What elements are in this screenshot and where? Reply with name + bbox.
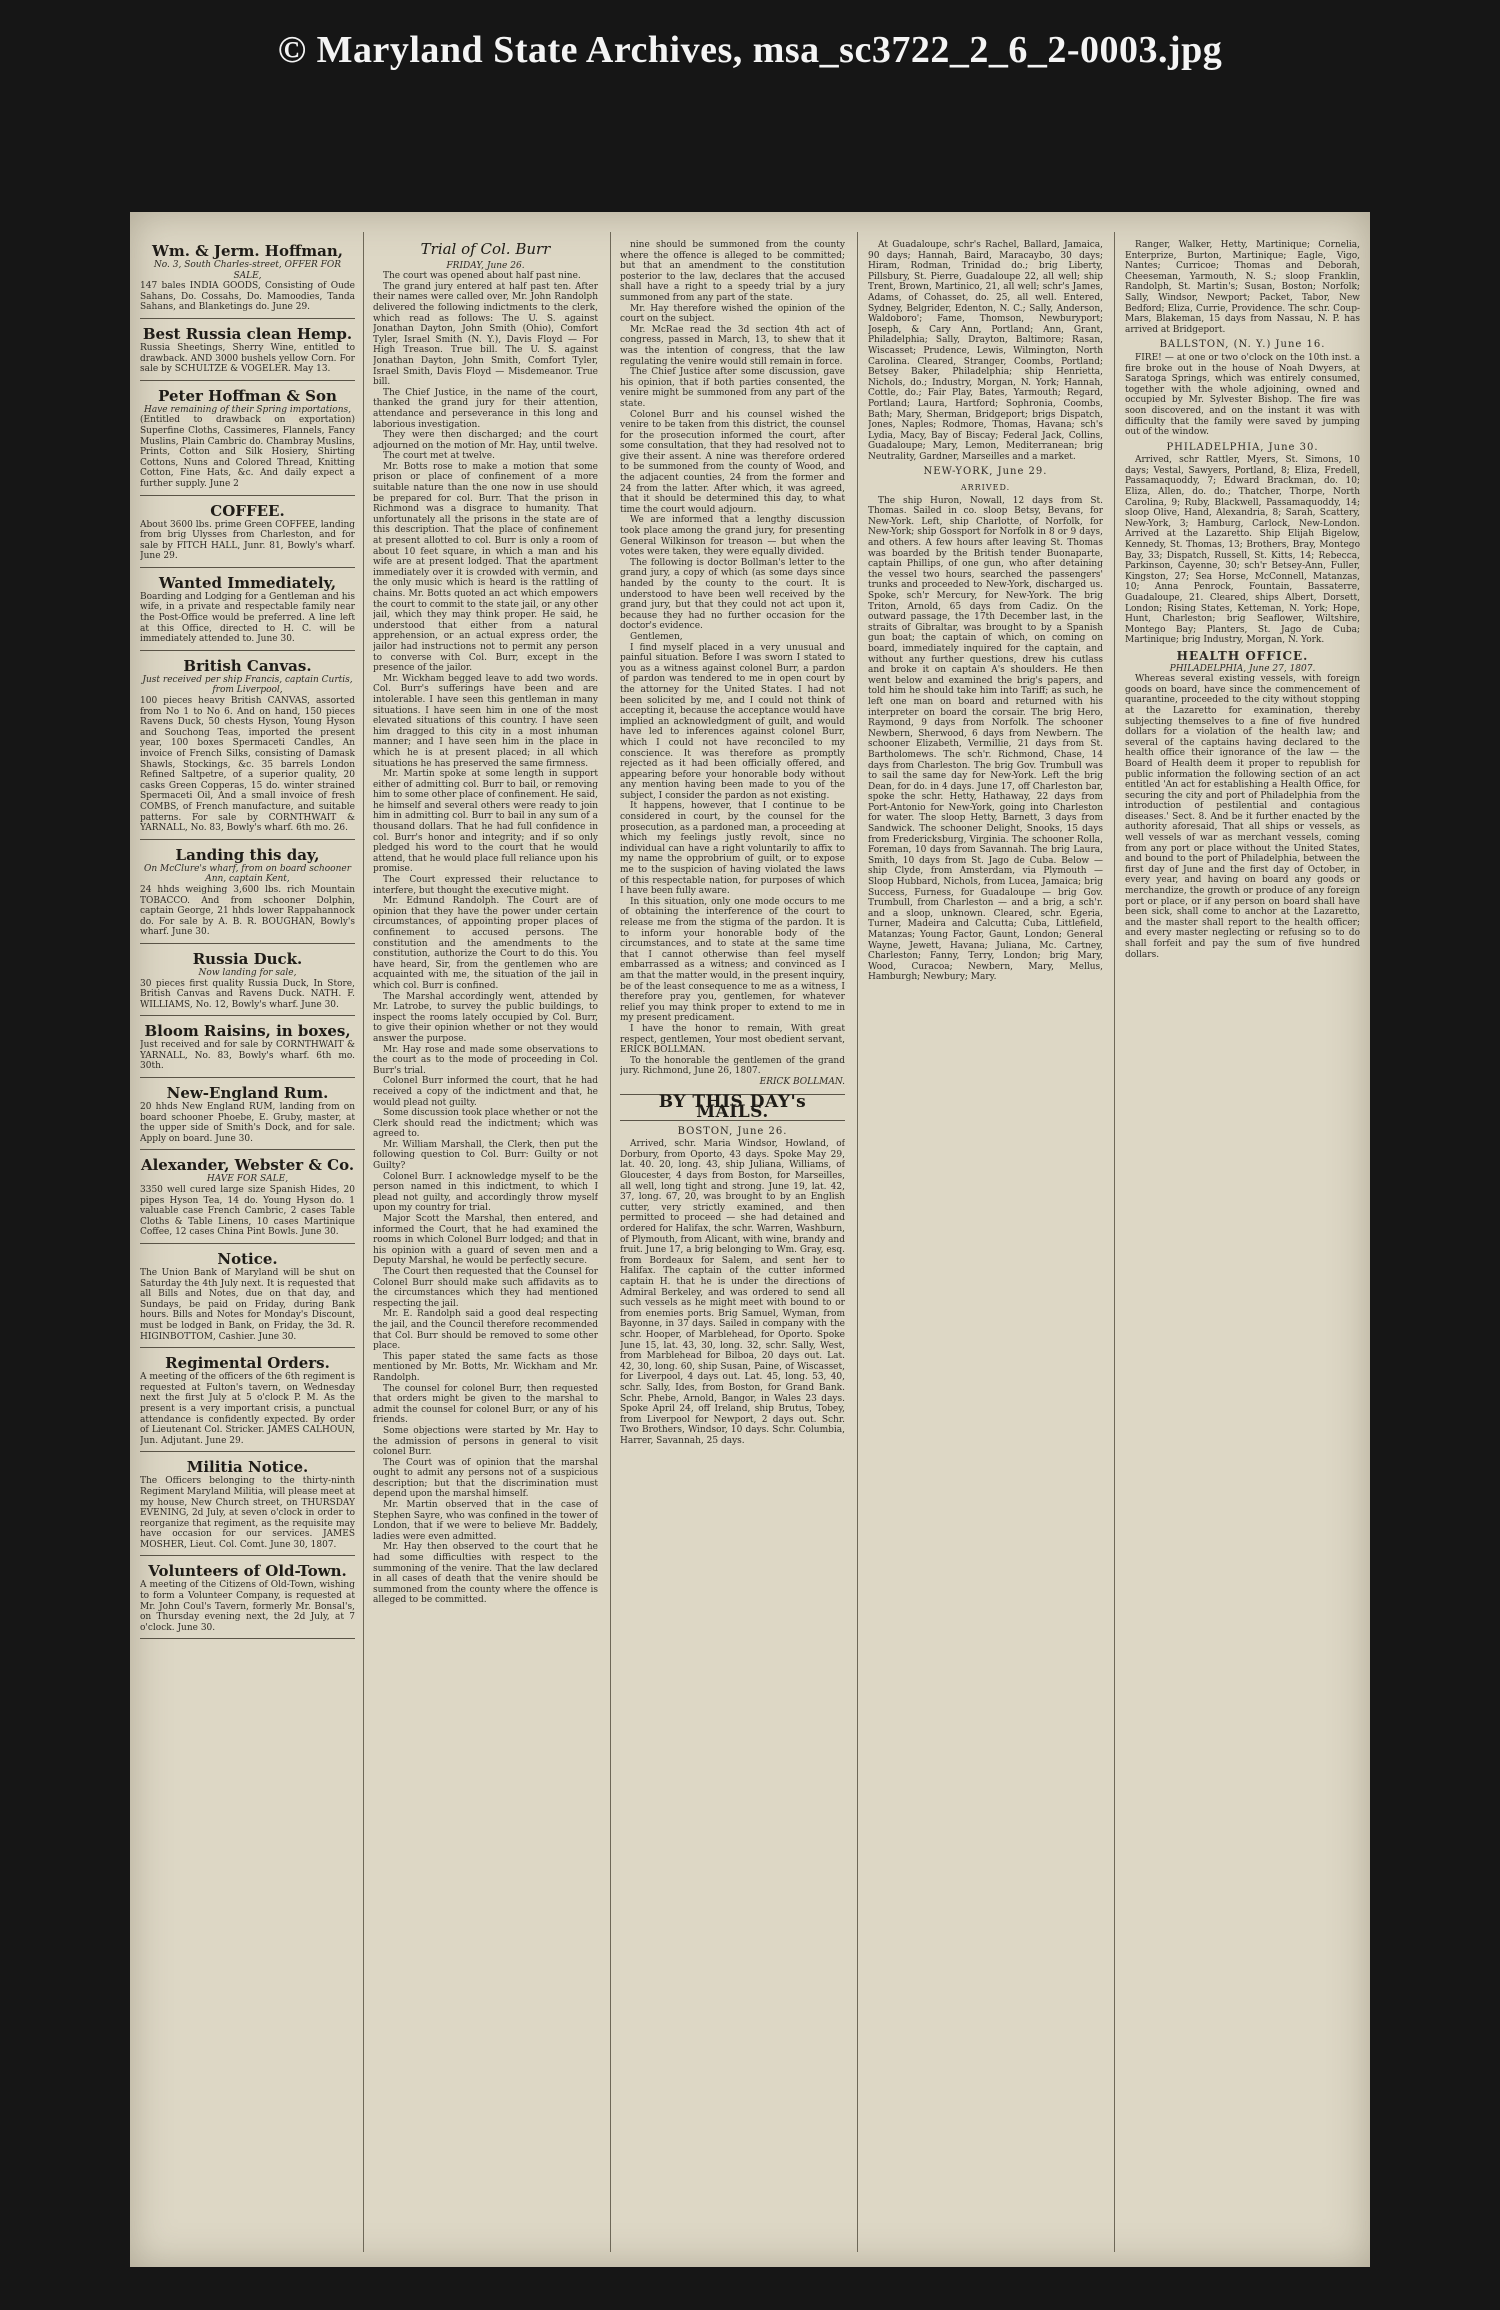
ad-title: Regimental Orders. <box>165 1354 330 1373</box>
trial-paragraph: Mr. Hay then observed to the court that he had some difficulties with respect to the summoning of the venire. That the law declared in all cases of death that the venire should be summoned from the county where the offence is alleged to be committed. <box>373 1542 598 1606</box>
advertisement <box>140 240 355 319</box>
bollman-paragraph: The following is doctor Bollman's letter to the grand jury, a copy of which (as some days since handed by the county to the court. It is understood to have been well received by the grand jury, but that they could not act upon it, because they had no further occasion for the doctor's evidence. <box>620 557 845 632</box>
bollman-paragraph: Gentlemen, <box>630 631 683 642</box>
trial-paragraph: Mr. Wickham begged leave to add two words. Col. Burr's sufferings have been and are intolerable. I have seen this gentleman in many situations. I have seen him in one of the most elevated situations of this country. I have seen him dragged to this city in a most inhuman manner; and I have seen him in the place in which he is at present placed; in all which situations he has preserved the same firmness. <box>373 673 598 769</box>
bollman-paragraph: Mr. McRae read the 3d section 4th act of congress, passed in March, 13, to shew that it was the intention of congress, that the law regulating the venire would still remain in force. <box>620 324 845 367</box>
column-rule <box>610 232 611 2252</box>
trial-paragraph: Some discussion took place whether or not the Clerk should read the indictment; which was agreed to. <box>373 1108 598 1140</box>
ad-body: Just received and for sale by CORNTHWAIT & YARNALL, No. 83, Bowly's wharf. 6th mo. 30th. <box>140 1040 355 1072</box>
ad-subtitle: HAVE FOR SALE, <box>206 1174 289 1185</box>
ad-body: About 3600 lbs. prime Green COFFEE, landing from brig Ulysses from Charleston, and for sale by FITCH HALL, Junr. 81, Bowly's wharf. June 29. <box>140 519 355 562</box>
ballston-text: FIRE! — at one or two o'clock on the 10th inst. a fire broke out in the house of Noah Dwyers, at Saratoga Springs, which was entirely consumed, together with the whole adjoining, owned and occupied by Mr. Sylvester Bishop. The fire was soon discovered, and on the instant it was with difficulty that the family were saved by jumping out of the window. <box>1125 352 1360 438</box>
trial-paragraph: The Court was of opinion that the marshal ought to admit any persons not of a suspicious description; but that the discrimination must depend upon the marshal himself. <box>373 1457 598 1500</box>
signature: ERICK BOLLMAN. <box>759 1076 845 1087</box>
ad-subtitle: Just received per ship Francis, captain Curtis, from Liverpool, <box>142 674 353 696</box>
news-column <box>1125 240 1360 2250</box>
ad-title: COFFEE. <box>210 501 285 520</box>
trial-paragraph: This paper stated the same facts as those mentioned by Mr. Botts, Mr. Wickham and Mr. Randolph. <box>373 1351 598 1383</box>
news-top-text: Ranger, Walker, Hetty, Martinique; Cornelia, Enterprize, Burton, Martinique; Eagle, Vigo, Nantes; Curricoe; Thomas and Deborah, Cheeseman, Yarmouth, N. S.; sloop Franklin, Randolph, St. Martin's; Susan, Boston; Norfolk; Sally, Windsor, Newport; Packet, Tabor, New Bedford; Eliza, Currie, Providence. The schr. Coup-Mars, Blakeman, 15 days from Nassau, N. P. has arrived at Bridgeport. <box>1125 240 1360 335</box>
advertisement <box>140 572 355 651</box>
mails-heading: BY THIS DAY's MAILS. <box>620 1094 845 1121</box>
advertisement <box>140 1020 355 1078</box>
ad-title: Notice. <box>217 1250 278 1268</box>
trial-paragraph: Mr. Botts rose to make a motion that some prison or place of confinement of a more suitable nature than the one now in use should be prepared for col. Burr. That the prison in Richmond was a disgrace to humanity. That unfortunately all the prisons in the state are of this description. That the place of confinement at present allotted to col. Burr is only a room of about 10 feet square, in which a man and his wife are at present lodged. That the apartment immediately over it is crowded with vermin, and the only music which is heard is the rattling of chains. Mr. Botts quoted an act which empowers the court to commit to the state jail, or any other jail, which they may think proper. He said, he understood that either from a natural apprehension, or an actual express order, the jailor had instructions not to permit any person to converse with Col. Burr, except in the presence of the jailor. <box>373 461 598 674</box>
column-rule <box>363 232 364 2252</box>
advertisement <box>140 500 355 568</box>
bollman-paragraph: We are informed that a lengthy discussion took place among the grand jury, for presenting General Wilkinson for treason — but when the votes were taken, they were equally divided. <box>620 515 845 558</box>
ad-title: Militia Notice. <box>186 1458 309 1477</box>
boston-text: Arrived, schr. Maria Windsor, Howland, of Dorbury, from Oporto, 43 days. Spoke May 29, lat. 40. 20, long. 43, ship Juliana, Williams, of Gloucester, 4 days from Boston, for Marseilles, all well, long tight and strong. June 19, lat. 42, 37, long. 67, 20, was brought to by an English cutter, very strictly examined, and then permitted to proceed — she had detained and ordered for Halifax, the schr. Warren, Washburn, of Plymouth, from Alicant, with wine, brandy and fruit. June 17, a brig belonging to Wm. Gray, esq. from Bordeaux for Salem, and sent her to Halifax. The captain of the cutter informed captain H. that he is under the directions of Admiral Berkeley, and was ordered to send all such vessels as he might meet with bound to or from enemies ports. Brig Samuel, Wyman, from Bayonne, in 37 days. Sailed in company with the schr. Hooper, of Marblehead, for Oporto. Spoke June 15, lat. 43, 30, long. 32, schr. Sally, West, from Marblehead for Bilboa, 20 days out. Lat. 42, 30, long. 60, ship Susan, Paine, of Wiscasset, for Liverpool, 4 days out. Lat. 45, long. 53, 40, schr. Sally, Ides, from Boston, for Grand Bank. Schr. Phebe, Arnold, Bangor, in Wales 23 days. Spoke April 24, off Ireland, ship Brutus, Tobey, from Liverpool for Newport, 2 days out. Schr. Two Brothers, Windsor, 10 days. Schr. Columbia, Harrer, Savannah, 25 days. <box>620 1139 845 1446</box>
newspaper-page <box>130 212 1370 2267</box>
advertisement <box>140 1456 355 1556</box>
ad-subtitle: On McClure's wharf, from on board schooner Ann, captain Kent, <box>143 863 352 885</box>
ad-title: British Canvas. <box>183 656 312 675</box>
shipping-column <box>868 240 1103 2250</box>
bollman-paragraph: To the honorable the gentlemen of the grand jury. Richmond, June 26, 1807. <box>620 1055 845 1077</box>
ad-body: A meeting of the Citizens of Old-Town, wishing to form a Volunteer Company, is requested at Mr. John Coul's Tavern, formerly Mr. Bonsal's, on Thursday evening next, the 2d July, at 7 o'clock. June 30. <box>140 1580 355 1633</box>
trial-paragraph: Mr. William Marshall, the Clerk, then put the following question to Col. Burr: Guilty or not Guilty? <box>373 1139 598 1172</box>
bollman-paragraph: I find myself placed in a very unusual and painful situation. Before I was sworn I stated to you as a witness against colonel Burr, a pardon of pardon was tendered to me in open court by the attorney for the United States. I had not been solicited by me, and I could not think of accepting it, because the acceptance would have implied an acknowledgment of guilt, and would have led to inferences against colonel Burr, which I could not have reconciled to my conscience. It was therefore as promptly rejected as it had been officially offered, and appearing before your honorable body without any mention having been made to you of the subject, I consider the pardon as not existing. <box>620 642 845 801</box>
trial-paragraph: Mr. Martin spoke at some length in support either of admitting col. Burr to bail, or removing him to some other place of confinement. He said, he himself and several others were ready to join him in admitting col. Burr to bail in any sum of a thousand dollars. That he had full confidence in col. Burr's honor and integrity; and if so only pledged his word to the court that he would attend, that he would place full reliance upon his promise. <box>373 769 598 875</box>
trial-paragraph: The court met at twelve. <box>383 451 495 462</box>
trial-paragraph: They were then discharged; and the court adjourned on the motion of Mr. Hay, until twelve. <box>373 430 598 451</box>
trial-paragraph: Some objections were started by Mr. Hay to the admission of persons in general to visit colonel Burr. <box>373 1425 598 1458</box>
bollman-body <box>620 240 845 1088</box>
advertisement <box>140 323 355 381</box>
ad-title: New-England Rum. <box>166 1084 329 1103</box>
trial-paragraph: Mr. E. Randolph said a good deal respecting the jail, and the Council therefore recommended that Col. Burr should be removed to some other place. <box>373 1309 598 1352</box>
column-rule <box>1114 232 1115 2252</box>
bollman-paragraph: The Chief Justice after some discussion, gave his opinion, that if both parties consented, the venire might be summoned from any part of the state. <box>620 367 845 409</box>
trial-paragraph: The grand jury entered at half past ten. After their names were called over, Mr. John Randolph delivered the following indictments to the clerk, which read as follows: The U. S. against Jonathan Dayton, John Smith (Ohio), Comfort Tyler, Israel Smith (N. Y.), Davis Floyd — For High Treason. True bill. The U. S. against Jonathan Dayton, John Smith, Comfort Tyler, Israel Smith, Davis Floyd — Misdemeanor. True bill. <box>373 281 598 388</box>
ad-body: Boarding and Lodging for a Gentleman and his wife, in a private and respectable family near the Post-Office would be preferred. A line left at this Office, directed to H. C. will be immediately attended to. June 30. <box>140 591 355 645</box>
trial-paragraph: The counsel for colonel Burr, then requested that orders might be given to the marshal to admit the counsel for colonel Burr, or any of his friends. <box>373 1383 598 1426</box>
trial-paragraph: Major Scott the Marshal, then entered, and informed the Court, that he had examined the rooms in which Colonel Burr lodged; and that in his opinion with a guard of seven men and a Deputy Marshal, he would be perfectly secure. <box>373 1214 598 1267</box>
ad-title: Landing this day, <box>175 845 320 864</box>
bollman-paragraph: In this situation, only one mode occurs to me of obtaining the interference of the court to release me from the stigma of the pardon. It is to inform your honorable body of the circumstances, and to state at the same time that I cannot otherwise than feel myself embarrassed as a witness; and convinced as I am that the matter would, in the present inquiry, be of the least consequence to me as a witness, I therefore pray you, gentlemen, for whatever relief you may think proper to extend to me in my present predicament. <box>620 896 845 1024</box>
trial-body <box>373 271 598 1606</box>
ad-body: A meeting of the officers of the 6th regiment is requested at Fulton's tavern, on Wednesday next the first July at 5 o'clock P. M. As the present is a very important crisis, a punctual attendance is confidently expected. By order of Lieutenant Col. Stricker. JAMES CALHOUN, Jun. Adjutant. June 29. <box>140 1372 355 1446</box>
trial-paragraph: Mr. Edmund Randolph. The Court are of opinion that they have the power under certain circumstances, of appointing proper places of confinement to accused persons. The constitution and the amendments to the constitution, authorize the Court to do this. You have heard, Sir, from the gentlemen who are acquainted with me, the situation of the jail in which col. Burr is confined. <box>373 896 598 991</box>
ad-body: 147 bales INDIA GOODS, Consisting of Oude Sahans, Do. Cossahs, Do. Mamoodies, Tanda Sahans, and Blanketings do. June 29. <box>140 281 355 313</box>
ad-body: Russia Sheetings, Sherry Wine, entitled to drawback. AND 3000 bushels yellow Corn. For sale by SCHULTZE & VOGELER. May 13. <box>140 342 355 375</box>
bollman-paragraph: It happens, however, that I continue to be considered in court, by the counsel for the prosecution, as a pardoned man, a proceeding at which my feelings justly revolt, since no individual can have a right voluntarily to affix to my name the opprobrium of guilt, or to expose me to the suspicion of having violated the laws of this respectable nation, for purposes of which I have been fully aware. <box>620 801 845 897</box>
trial-heading: Trial of Col. Burr <box>420 240 551 258</box>
advertisement <box>140 1560 355 1639</box>
trial-paragraph: Mr. Hay rose and made some observations to the court as to the mode of proceeding in Col. Burr's trial. <box>373 1044 598 1076</box>
advertisement <box>140 655 355 840</box>
trial-paragraph: Mr. Martin observed that in the case of Stephen Sayre, who was confined in the tower of London, that if we were to believe Mr. Baddely, ladies were even admitted. <box>373 1500 598 1542</box>
ad-body: 20 hhds New England RUM, landing from on board schooner Phoebe, E. Gruby, master, at the upper side of Smith's Dock, and for sale. Apply on board. June 30. <box>140 1102 355 1144</box>
ad-subtitle: No. 3, South Charles-street, OFFER FOR SALE, <box>153 260 342 281</box>
trial-paragraph: Colonel Burr. I acknowledge myself to be the person named in this indictment, to which I plead not guilty, and accordingly throw myself upon my country for trial. <box>373 1171 598 1214</box>
advertisement <box>140 1352 355 1452</box>
ad-body: 30 pieces first quality Russia Duck, In Store, British Canvas and Ravens Duck. NATH. F. WILLIAMS, No. 12, Bowly's wharf. June 30. <box>140 978 355 1010</box>
advertisements-column <box>140 240 355 2250</box>
ad-title: Wanted Immediately, <box>158 573 337 592</box>
philadelphia-text: Arrived, schr Rattler, Myers, St. Simons, 10 days; Vestal, Sawyers, Portland, 8; Eliza, Fredell, Passamaquoddy, 7; Edward Brackman, do. 10; Eliza, Allen, do. do.; Thatcher, Thorpe, North Carolina, 9; Ruby, Blackwell, Passamaquoddy, 14; sloop Olive, Hand, Alexandria, 8; Sarah, Scattery, New-York, 3; Hamburg, Carlock, New-London. Arrived at the Lazaretto. Ship Elijah Bigelow, Kennedy, St. Thomas, 13; Brothers, Bray, Montego Bay, 33; Dispatch, Russell, St. Kitts, 14; Rebecca, Parkinson, Cayenne, 30; sch'r Betsey-Ann, Fuller, Kingston, 27; Sea Horse, McConnell, Matanzas, 10; Anna Penrock, Fountain, Bassaterre, Guadaloupe, 21. Cleared, ships Albert, Dorsett, London; Rising States, Ketteman, N. York; Hope, Hunt, Charleston; brig Seaflower, Wiltshire, Montego Bay; Planters, St. Jago de Cuba; Martinique; brig Industry, Morgan, N. York. <box>1125 455 1360 646</box>
ad-title: Bloom Raisins, in boxes, <box>144 1022 351 1041</box>
shipping-top-text: At Guadaloupe, schr's Rachel, Ballard, Jamaica, 90 days; Hannah, Baird, Maracaybo, 30 days; Hiram, Rodman, Trinidad do.; brig Liberty, Pillsbury, St. Pierre, Guadaloupe 22, all well; ship Trent, Brown, Martinico, 21, all well; schr's James, Adams, of Cohasset, do. 25, all well. Entered, Sydney, Belgrider, Edenton, N. C.; Sally, Anderson, Waldoboro'; Fame, Thomson, Newburyport; Joseph, & Cary Ann, Portland; Ann, Grant, Philadelphia; Sally, Drayton, Baltimore; Rasan, Wiscasset; Prudence, Lewis, Wilmington, North Carolina. Cleared, Stranger, Coombs, Portland; Betsey Baker, Philadelphia; ship Henrietta, Nichols, do.; Industry, Morgan, N. York; Hannah, Cottle, do.; Fair Play, Bates, Yarmouth; Regard, Portland; Laura, Hartford; Sophronia, Coombs, Bath; Mary, Sherman, Bridgeport; brigs Dispatch, Jones, Naples; Rodmore, Thomas, Havana; sch's Lydia, Macy, Bay of Biscay; Federal Jack, Collins, Guadaloupe; Mary, Lemon, Mediterranean; brig Neutrality, Gardner, Marseilles and a market. <box>868 240 1103 462</box>
bollman-paragraph: nine should be summoned from the county where the offence is alleged to be committed; but that an amendment to the constitution posterior to the law, declares that the accused shall have a right to a speedy trial by a jury summoned from any part of the state. <box>620 240 845 303</box>
trial-paragraph: The Marshal accordingly went, attended by Mr. Latrobe, to survey the public buildings, to inspect the rooms lately occupied by Col. Burr, to give their opinion whether or not they would answer the purpose. <box>373 991 598 1044</box>
bollman-paragraph: I have the honor to remain, With great respect, gentlemen, Your most obedient servant, ERICK BOLLMAN. <box>620 1023 845 1056</box>
trial-paragraph: The court was opened about half past nine. <box>383 271 581 282</box>
trial-paragraph: Colonel Burr informed the court, that he had received a copy of the indictment and that, he would plead not guilty. <box>373 1076 598 1108</box>
trial-column <box>373 240 598 2250</box>
boston-heading: BOSTON, June 26. <box>677 1125 788 1137</box>
column-rule <box>857 232 858 2252</box>
ad-title: Wm. & Jerm. Hoffman, <box>152 242 343 260</box>
advertisement <box>140 948 355 1016</box>
ad-body: 3350 well cured large size Spanish Hides, 20 pipes Hyson Tea, 14 do. Young Hyson do. 1 valuable case French Cambric, 2 cases Table Cloths & Table Linens, 10 cases Martinique Coffee, 12 cases China Pint Bowls. June 30. <box>140 1185 355 1238</box>
newyork-text: The ship Huron, Nowall, 12 days from St. Thomas. Sailed in co. sloop Betsy, Bevans, for New-York. Left, ship Charlotte, of Norfolk, for New-York; ship Gossport for Norfolk in 8 or 9 days, and others. A few hours after leaving St. Thomas was boarded by the British tender Buonaparte, captain Phillips, of one gun, who after detaining the vessel two hours, searched the passengers' trunks and proceeded to New-York, discharged us. Spoke, sch'r Mercury, for New-York. The brig Triton, Arnold, 65 days from Cadiz. On the outward passage, the 17th December last, in the straits of Gibraltar, was brought to by a Spanish gun boat; the captain of which, on coming on board, immediately inquired for the captain, and without any further questions, drew his cutlass and broke it on captain A's shoulders. He then went below and examined the brig's papers, and told him he should take him into Tariff; as such, he left one man on board and returned with his interpreter on board the corsair. The brig Hero, Raymond, 9 days from Norfolk. The schooner Newbern, Sherwood, 6 days from Newbern. The schooner Elizabeth, Vermillie, 21 days from St. Bartholomews. The sch'r. Richmond, Chase, 14 days from Charleston. The brig Gov. Trumbull was to sail the same day for New-York. Left the brig Dean, for do. in 4 days. June 17, off Charleston bar, spoke the schr. Hetty, Hathaway, 22 days from Port-Antonio for New-York, going into Charleston for water. The sloop Hetty, Barnett, 3 days from Sandwick. The schooner Delight, Snooks, 15 days from Fredericksburg, Virginia. The schooner Rolla, Foreman, 10 days from Savannah. The brig Laura, Smith, 10 days from St. Jago de Cuba. Below — ship Clyde, from Amsterdam, via Plymouth — Sloop Hubbard, Nichols, from Lucea, Jamaica; brig Success, Furness, for Guadaloupe — brig Gov. Trumbull, from Charleston — and a brig, a sch'r. and a sloop, unknown. Cleared, schr. Egeria, Turner, Madeira and Calcutta; Cuba, Littlefield, Matanzas; Young Factor, Gaunt, London; General Wayne, Jewett, Havana; Juliana, Mc. Cartney, Charleston; Fanny, Terry, London; brig Mary, Wood, Curacoa; Newbern, Mary, Mellus, Hamburgh; Newbury; Mary. <box>868 495 1103 983</box>
ad-title: Best Russia clean Hemp. <box>142 324 353 343</box>
trial-paragraph: The Court expressed their reluctance to interfere, but thought the executive might. <box>373 875 598 896</box>
bollman-paragraph: Colonel Burr and his counsel wished the venire to be taken from this district, the counsel for the prosecution informed the court, after some consultation, that they had resolved not to give their assent. A nine was therefore ordered to be summoned from the county of Wood, and the adjacent counties, 24 from the former and 24 from the latter. After which, it was agreed, that it should be determined this day, to what time the court would adjourn. <box>620 409 845 515</box>
bollman-paragraph: Mr. Hay therefore wished the opinion of the court on the subject. <box>620 303 845 325</box>
advertisement <box>140 1248 355 1348</box>
advertisement <box>140 385 355 496</box>
health-office-text: Whereas several existing vessels, with foreign goods on board, have since the commencement of quarantine, proceeded to the city without stopping at the Lazaretto for examination, thereby subjecting themselves to a fine of five hundred dollars for a violation of the health law; and several of the captains having declared to the health office their ignorance of the law — the Board of Health deem it proper to republish for public information the following section of an act entitled 'An act for establishing a Health Office, for securing the city and port of Philadelphia from the introduction of pestilential and contagious diseases.' Sect. 8. And be it further enacted by the authority aforesaid, That all ships or vessels, as well vessels of war as merchant vessels, coming from any port or place without the United States, and bound to the port of Philadelphia, between the first day of June and the first day of October, in every year, and having on board any goods or merchandize, the growth or produce of any foreign port or place, or if any person on board shall have been sick, shall come to anchor at the Lazaretto, and the master shall report to the health officer; and every master neglecting or refusing so to do shall forfeit and pay the sum of five hundred dollars. <box>1125 674 1360 960</box>
ad-body: The Officers belonging to the thirty-ninth Regiment Maryland Militia, will please meet at my house, New Church street, on THURSDAY EVENING, 2d July, at seven o'clock in order to reorganize that regiment, as the requisite may have occasion for our services. JAMES MOSHER, Lieut. Col. Comt. June 30, 1807. <box>140 1476 355 1550</box>
ad-subtitle: Now landing for sale, <box>198 967 297 978</box>
newyork-heading: NEW-YORK, June 29. <box>923 466 1048 478</box>
newyork-subheading: ARRIVED. <box>960 483 1011 493</box>
ad-body: 100 pieces heavy British CANVAS, assorted from No 1 to No 6. And on hand, 150 pieces Ravens Duck, 50 chests Hyson, Young Hyson and Souchong Teas, imported the present year, 100 boxes Spermaceti Candles, An invoice of French Silks, consisting of Damask Shawls, Stockings, &c. 35 barrels London Refined Saltpetre, of a superior quality, 20 casks Green Copperas, 15 do. winter strained Spermaceti Oil, And a small invoice of fresh COMBS, of French manufacture, and suitable patterns. For sale by CORNTHWAIT & YARNALL, No. 83, Bowly's wharf. 6th mo. 26. <box>140 696 355 834</box>
trial-dateline: FRIDAY, June 26. <box>446 260 525 271</box>
trial-paragraph: The Court then requested that the Counsel for Colonel Burr should make such affidavits as to the circumstances which they had mentioned respecting the jail. <box>373 1267 598 1309</box>
advertisement <box>140 1082 355 1150</box>
advertisement <box>140 844 355 944</box>
ad-body: (Entitled to drawback on exportation) Superfine Cloths, Cassimeres, Flannels, Fancy Muslins, Plain Cambric do. Chambray Muslins, Prints, Cotton and Silk Hosiery, Shirting Cottons, Nuns and Colored Thread, Knitting Cotton, Fine Hats, &c. And daily expect a further supply. June 2 <box>140 415 355 489</box>
bollman-column <box>620 240 845 2250</box>
ad-body: The Union Bank of Maryland will be shut on Saturday the 4th July next. It is requested that all Bills and Notes, due on that day, and Sundays, be paid on Friday, during Bank hours. Bills and Notes for Monday's Discount, must be lodged in Bank, on Friday, the 3d. R. HIGINBOTTOM, Cashier. June 30. <box>140 1268 355 1342</box>
ad-title: Peter Hoffman & Son <box>158 386 337 405</box>
advertisement <box>140 1154 355 1244</box>
ad-title: Volunteers of Old-Town. <box>148 1562 347 1581</box>
archive-banner: © Maryland State Archives, msa_sc3722_2_6_2-0003.jpg <box>277 29 1223 71</box>
health-office-heading: HEALTH OFFICE. <box>1176 648 1309 663</box>
ad-subtitle: Have remaining of their Spring importations, <box>144 404 351 415</box>
health-office-dateline: PHILADELPHIA, June 27, 1807. <box>1169 663 1316 674</box>
ballston-heading: BALLSTON, (N. Y.) June 16. <box>1159 339 1326 351</box>
ad-body: 24 hhds weighing 3,600 lbs. rich Mountain TOBACCO. And from schooner Dolphin, captain George, 21 hhds lower Rappahannock do. For sale by A. B. R. BOUGHAN, Bowly's wharf. June 30. <box>140 884 355 938</box>
trial-paragraph: The Chief Justice, in the name of the court, thanked the grand jury for their attention, attendance and perseverance in this long and laborious investigation. <box>373 387 598 430</box>
philadelphia-heading: PHILADELPHIA, June 30. <box>1166 441 1319 453</box>
ad-title: Russia Duck. <box>192 949 303 968</box>
ad-title: Alexander, Webster & Co. <box>140 1156 355 1175</box>
